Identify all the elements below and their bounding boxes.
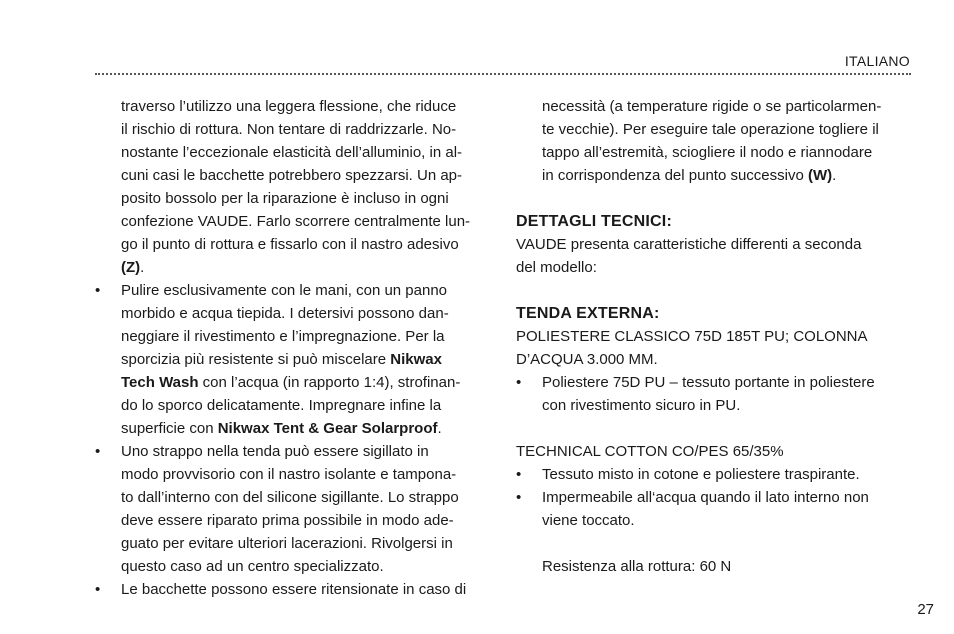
text-line: guato per evitare ulteriori lacerazioni. Rivolgersi in [121, 535, 453, 552]
language-label: ITALIANO [844, 53, 910, 69]
page-number: 27 [917, 601, 934, 618]
text-line: Impermeabile all‘acqua quando il lato interno non [542, 489, 869, 506]
bullet-icon: • [516, 489, 522, 506]
bullet-icon: • [516, 374, 522, 391]
left-column [95, 95, 495, 601]
text-line: neggiare il rivestimento e l’impregnazione. Per la [121, 328, 445, 345]
list-item [95, 279, 495, 440]
punctuation: . [832, 167, 837, 184]
text-line: to dall’interno con del silicone sigillante. Lo strappo [121, 489, 459, 506]
resistance-text: Resistenza alla rottura: 60 N [542, 558, 732, 575]
punctuation: . [437, 420, 442, 437]
text-line: do lo sporco delicatamente. Impregnare infine la [121, 397, 442, 414]
text-line: Poliestere 75D PU – tessuto portante in poliestere [542, 374, 875, 391]
text-line: cuni casi le bacchette potrebbero spezzarsi. Un ap- [121, 167, 463, 184]
figure-ref: (Z) [121, 259, 141, 276]
text-line: Tessuto misto in cotone e poliestere traspirante. [542, 466, 860, 483]
text-span: in corrispondenza del punto successivo [542, 167, 808, 184]
list-item [516, 486, 916, 532]
right-column [516, 95, 916, 578]
bullet-icon: • [516, 466, 522, 483]
text-line: viene toccato. [542, 512, 635, 529]
text-line: con rivestimento sicuro in PU. [542, 397, 741, 414]
list-item [516, 371, 916, 417]
text-line: modo provvisorio con il nastro isolante e tampona- [121, 466, 457, 483]
text-line: posito bossolo per la riparazione è incluso in ogni [121, 190, 449, 207]
text-line: te vecchie). Per eseguire tale operazione togliere il [542, 121, 879, 138]
text-line: confezione VAUDE. Farlo scorrere centralmente lun- [121, 213, 471, 230]
text-line [121, 371, 495, 394]
figure-ref: (W) [808, 167, 833, 184]
list-item [95, 578, 495, 601]
text-span: sporcizia più resistente si può miscelare [121, 351, 391, 368]
punctuation: . [140, 259, 145, 276]
list-item [95, 440, 495, 578]
text-line: il rischio di rottura. Non tentare di raddrizzarle. No- [121, 121, 457, 138]
text-span: con l’acqua (in rapporto 1:4), strofinan- [198, 374, 461, 391]
section-heading-outer-tent: TENDA EXTERNA: [516, 305, 660, 322]
text-line: go il punto di rottura e fissarlo con il nastro adesivo [121, 236, 459, 253]
text-line: Uno strappo nella tenda può essere sigillato in [121, 443, 429, 460]
product-name: Tech Wash [121, 374, 199, 391]
bullet-icon: • [95, 282, 101, 299]
text-line: questo caso ad un centro specializzato. [121, 558, 384, 575]
section-heading-tech: DETTAGLI TECNICI: [516, 213, 672, 230]
text-line [542, 164, 916, 187]
text-line: necessità (a temperature rigide o se particolarmen- [542, 98, 882, 115]
text-line [121, 256, 495, 279]
text-line: tappo all’estremità, sciogliere il nodo e riannodare [542, 144, 873, 161]
dotted-divider [95, 73, 911, 75]
text-line: POLIESTERE CLASSICO 75D 185T PU; COLONNA [516, 328, 868, 345]
bullet-icon: • [95, 581, 101, 598]
text-line [121, 348, 495, 371]
product-name: Nikwax Tent & Gear Solarproof [217, 420, 438, 437]
cotton-title: TECHNICAL COTTON CO/PES 65/35% [516, 443, 784, 460]
text-line: Pulire esclusivamente con le mani, con un panno [121, 282, 448, 299]
product-name: Nikwax [390, 351, 442, 368]
bullet-icon: • [95, 443, 101, 460]
text-line: traverso l’utilizzo una leggera flessione, che riduce [121, 98, 457, 115]
text-line: morbido e acqua tiepida. I detersivi possono dan- [121, 305, 449, 322]
text-line: del modello: [516, 259, 597, 276]
continued-paragraph [516, 95, 916, 187]
intro-paragraph [95, 95, 495, 279]
text-line: nostante l’eccezionale elasticità dell’alluminio, in al- [121, 144, 463, 161]
text-span: superficie con [121, 420, 218, 437]
text-line [121, 417, 495, 440]
text-line: Le bacchette possono essere ritensionate in caso di [121, 581, 467, 598]
text-line: D’ACQUA 3.000 MM. [516, 351, 658, 368]
text-line: VAUDE presenta caratteristiche differenti a seconda [516, 236, 862, 253]
list-item [516, 463, 916, 486]
text-line: deve essere riparato prima possibile in modo ade- [121, 512, 454, 529]
